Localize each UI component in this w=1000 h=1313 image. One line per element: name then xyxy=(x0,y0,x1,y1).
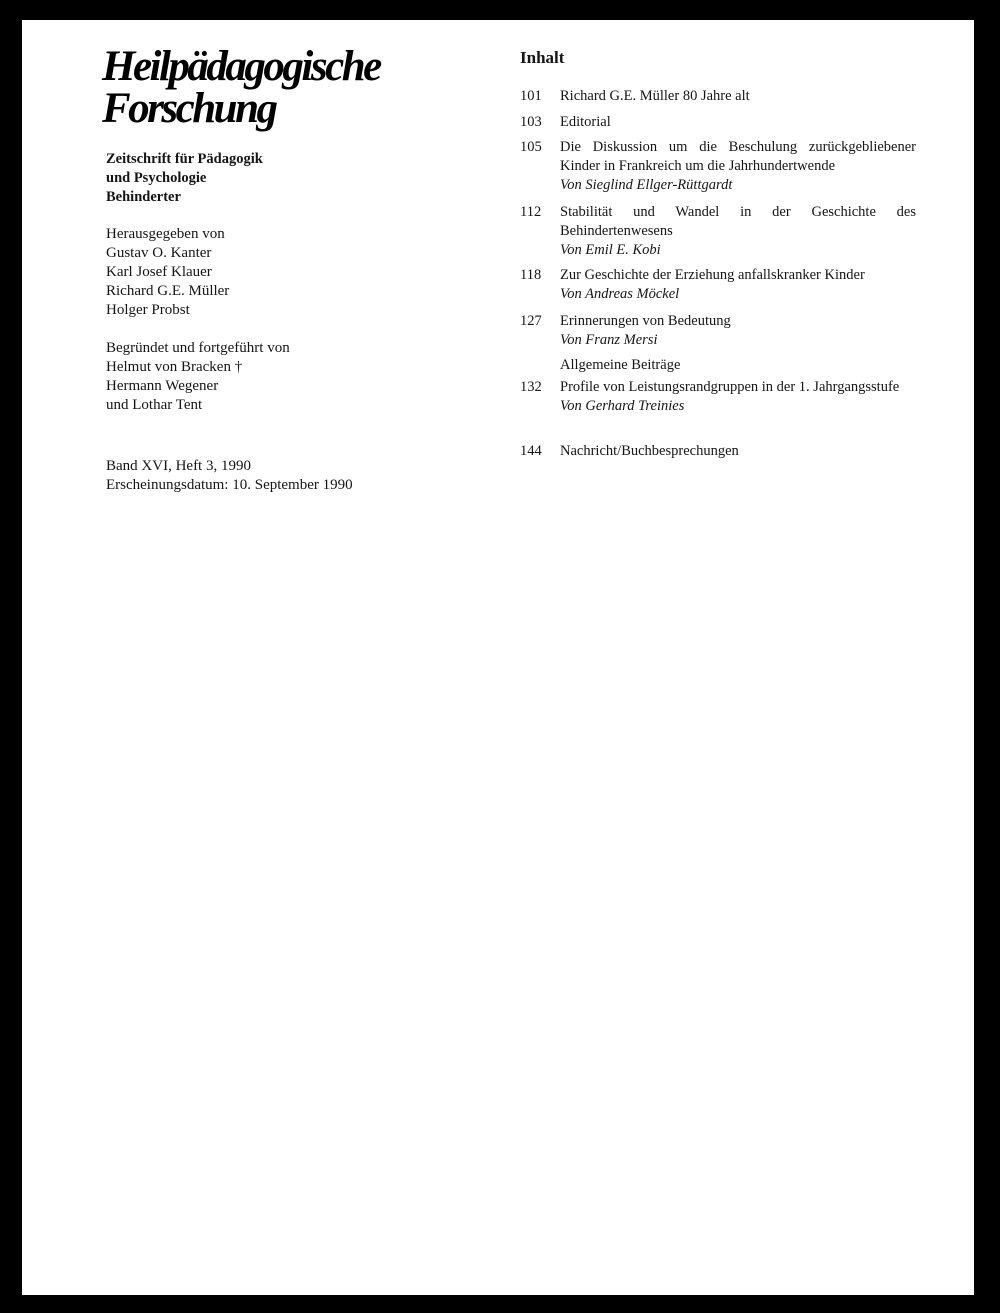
founders-heading: Begründet und fortgeführt von xyxy=(106,340,290,356)
toc-page-number: 127 xyxy=(520,313,542,329)
toc-title: Zur Geschichte der Erziehung anfallskranker Kinder xyxy=(560,267,865,283)
toc-author: Von Franz Mersi xyxy=(560,332,658,348)
toc-page-number: 132 xyxy=(520,379,542,395)
issue-date: Erscheinungsdatum: 10. September 1990 xyxy=(106,477,353,493)
toc-title: Profile von Leistungsrandgruppen in der 1. Jahrgangsstufe xyxy=(560,379,900,395)
toc-page-number: 112 xyxy=(520,204,542,220)
subtitle-line: und Psychologie xyxy=(106,170,207,186)
issue-volume: Band XVI, Heft 3, 1990 xyxy=(106,458,251,474)
editor-name: Richard G.E. Müller xyxy=(106,283,230,299)
toc-author: Von Andreas Möckel xyxy=(560,286,680,302)
journal-subtitle xyxy=(106,150,263,207)
toc-title: Die Diskussion um die Beschulung zurückgebliebener Kinder in Frankreich um die Jahrhundertwende xyxy=(560,139,916,174)
editors-heading: Herausgegeben von xyxy=(106,226,225,242)
editors-block xyxy=(106,225,229,320)
subtitle-line: Zeitschrift für Pädagogik xyxy=(106,151,263,167)
toc-page-number: 103 xyxy=(520,114,542,130)
toc-author: Von Sieglind Ellger-Rüttgardt xyxy=(560,177,733,193)
toc-author: Von Gerhard Treinies xyxy=(560,398,685,414)
toc-page-number: 105 xyxy=(520,139,542,155)
editor-name: Holger Probst xyxy=(106,302,190,318)
adjacent-page-edge xyxy=(962,20,974,1295)
toc-page-number: 101 xyxy=(520,88,542,104)
toc-heading: Inhalt xyxy=(520,48,565,67)
founder-name: Hermann Wegener xyxy=(106,378,219,394)
logo-line-2: Forschung xyxy=(102,85,276,132)
editor-name: Karl Josef Klauer xyxy=(106,264,212,280)
toc-author: Von Emil E. Kobi xyxy=(560,242,661,258)
toc-title: Editorial xyxy=(560,114,611,130)
journal-logo xyxy=(102,43,380,132)
toc-title: Erinnerungen von Bedeutung xyxy=(560,313,731,329)
toc-page-number: 144 xyxy=(520,443,542,459)
founders-block xyxy=(106,339,290,415)
toc-title: Richard G.E. Müller 80 Jahre alt xyxy=(560,88,750,104)
logo-line-1: Heilpädagogische xyxy=(102,43,380,90)
founder-name: Helmut von Bracken † xyxy=(106,359,243,375)
section-label: Allgemeine Beiträge xyxy=(560,357,681,373)
founder-name: und Lothar Tent xyxy=(106,397,203,413)
toc-page-number: 118 xyxy=(520,267,542,283)
issue-info xyxy=(106,457,353,495)
toc-title: Stabilität und Wandel in der Geschichte des Behindertenwesens xyxy=(560,204,916,239)
journal-page xyxy=(22,20,962,1295)
subtitle-line: Behinderter xyxy=(106,189,181,205)
editor-name: Gustav O. Kanter xyxy=(106,245,212,261)
toc-title: Nachricht/Buchbesprechungen xyxy=(560,443,739,459)
